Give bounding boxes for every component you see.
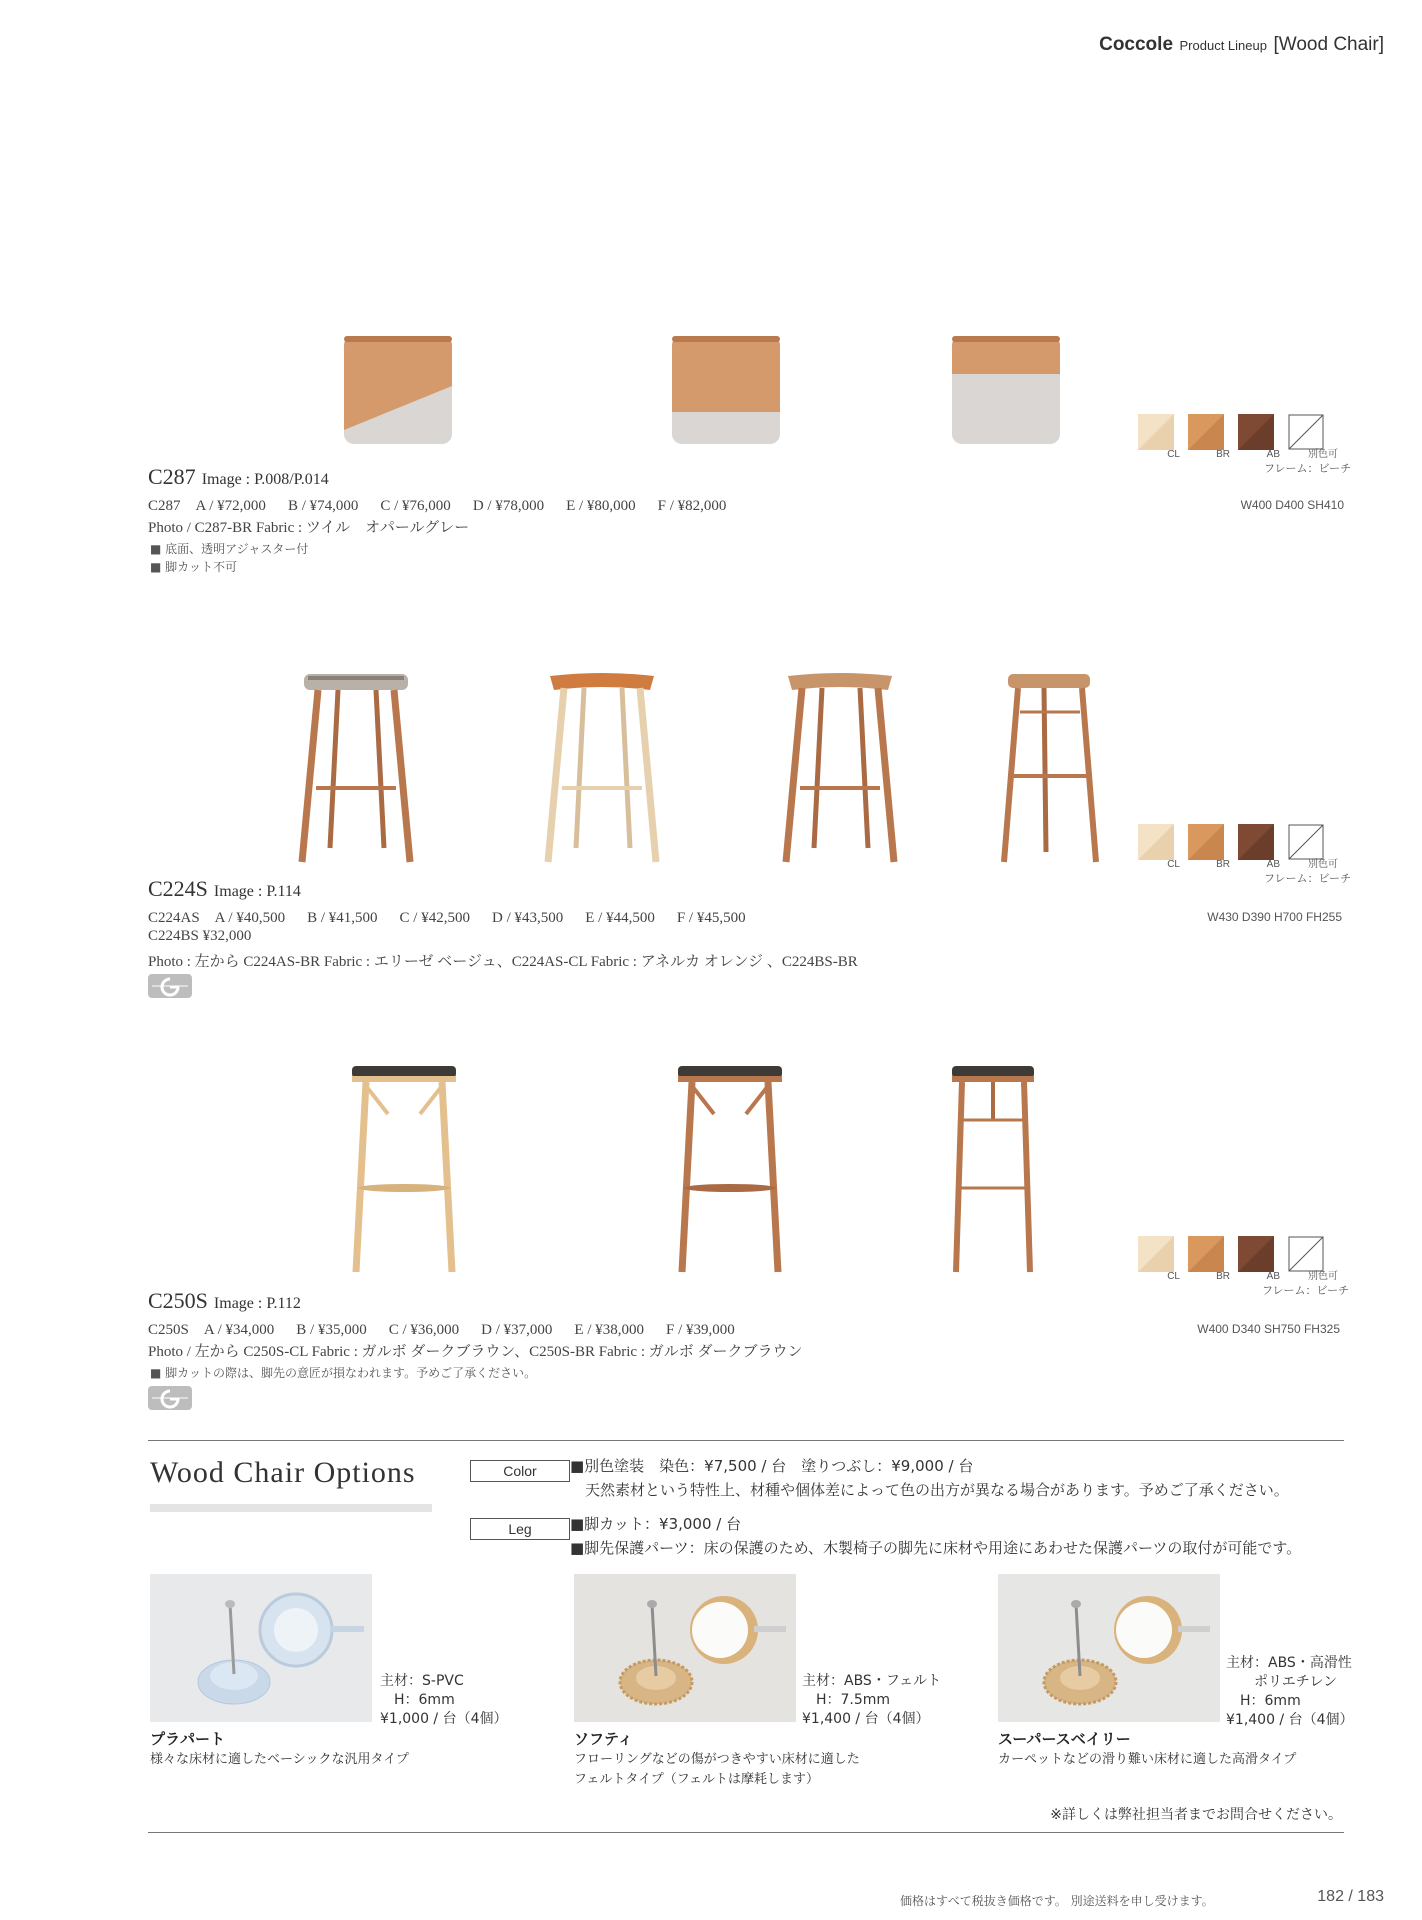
c250s-photo-3 [948, 1060, 1038, 1278]
c250s-swatches [1138, 1236, 1338, 1282]
options-title: Wood Chair Options [150, 1456, 416, 1489]
c250s-photo-note: Photo / 左から C250S-CL Fabric : ガルボ ダークブラウン、C250S-BR Fabric : ガルボ ダークブラウン [148, 1344, 803, 1360]
super-subeily-name: スーパースベイリー [998, 1730, 1131, 1748]
plapart-desc: 様々な床材に適したベーシックな汎用タイプ [150, 1752, 409, 1767]
softy-photo [574, 1574, 796, 1722]
c250s-photo-1 [342, 1060, 466, 1278]
leg-options: ■脚カット：¥3,000 / 台 ■脚先保護パーツ：床の保護のため、木製椅子の脚先に床材や用途にあわせた保護パーツの取付が可能です。 [570, 1515, 1302, 1557]
header-sub: Product Lineup [1179, 38, 1267, 53]
divider-bottom [148, 1832, 1344, 1833]
swatch-br: BR [1188, 414, 1224, 450]
swatch-custom: 別色可 [1288, 414, 1324, 450]
c224s-price-bs: C224BS ¥32,000 [148, 928, 252, 944]
swatch-cl: CL [1138, 414, 1174, 450]
c250s-dims: W400 D340 SH750 FH325 [1197, 1322, 1340, 1336]
c250s-note-1: ■ 脚カットの際は、脚先の意匠が損なわれます。予めご了承ください。 [150, 1364, 536, 1381]
divider-top [148, 1440, 1344, 1441]
page-numbers: 182 / 183 [1317, 1888, 1384, 1905]
c250s-frame-label: フレーム：ビーチ [1262, 1284, 1350, 1297]
c287-photo-1 [340, 330, 460, 452]
c224s-photo-note: Photo : 左から C224AS-BR Fabric : エリーゼ ベージュ、C224AS-CL Fabric : アネルカ オレンジ 、C224BS-BR [148, 954, 858, 970]
c250s-prices: C250S A / ¥34,000 B / ¥35,000 C / ¥36,000 D / ¥37,000 E / ¥38,000 F / ¥39,000 [148, 1322, 735, 1338]
c224s-frame-label: フレーム：ビーチ [1264, 872, 1352, 885]
plapart-photo [150, 1574, 372, 1722]
c224s-prices: C224AS A / ¥40,500 B / ¥41,500 C / ¥42,500 D / ¥43,500 E / ¥44,500 F / ¥45,500 [148, 910, 746, 926]
c287-note-1: ■ 底面、透明アジャスター付 [150, 540, 308, 557]
swatch-custom: 別色可 [1288, 824, 1324, 860]
c287-swatches [1138, 414, 1338, 460]
c287-dims: W400 D400 SH410 [1240, 498, 1344, 512]
softy-name: ソフティ [574, 1730, 633, 1748]
c287-photo-note: Photo / C287-BR Fabric : ツイル オパールグレー [148, 520, 470, 536]
c287-note-2: ■ 脚カット不可 [150, 558, 237, 575]
brand-name: Coccole [1099, 34, 1174, 55]
g-mark-icon [148, 1386, 192, 1410]
softy-desc: フローリングなどの傷がつきやすい床材に適した フェルトタイプ（フェルトは摩耗します） [574, 1752, 860, 1787]
leg-tag: Leg [470, 1518, 570, 1540]
swatch-cl: CL [1138, 824, 1174, 860]
c224s-photo-1 [290, 668, 422, 868]
swatch-br: BR [1188, 1236, 1224, 1272]
contact-note: ※詳しくは弊社担当者までお問合せください。 [1050, 1807, 1342, 1823]
swatch-custom: 別色可 [1288, 1236, 1324, 1272]
color-options: ■別色塗装 染色：¥7,500 / 台 塗りつぶし：¥9,000 / 台 天然素材という特性上、材種や個体差によって色の出方が異なる場合があります。予めご了承ください。 [570, 1457, 1289, 1499]
c224s-title: C224S Image : P.114 [148, 876, 301, 901]
c287-title: C287 Image : P.008/P.014 [148, 464, 329, 489]
swatch-ab: AB [1238, 1236, 1274, 1272]
c224s-photo-3 [774, 668, 906, 868]
c250s-photo-2 [668, 1060, 792, 1278]
c224s-dims: W430 D390 H700 FH255 [1207, 910, 1342, 924]
swatch-cl: CL [1138, 1236, 1174, 1272]
color-tag: Color [470, 1460, 570, 1482]
options-title-bar [150, 1504, 432, 1512]
swatch-ab: AB [1238, 414, 1274, 450]
plapart-spec: 主材：S-PVC H：6mm ¥1,000 / 台（4個） [380, 1673, 508, 1727]
c287-photo-3 [948, 330, 1068, 452]
c224s-photo-4 [994, 668, 1106, 868]
c224s-photo-2 [536, 668, 668, 868]
page-header [1099, 34, 1384, 56]
c287-frame-label: フレーム：ビーチ [1264, 462, 1352, 475]
super-subeily-photo [998, 1574, 1220, 1722]
header-category: [Wood Chair] [1273, 34, 1384, 55]
softy-spec: 主材：ABS・フェルト H：7.5mm ¥1,400 / 台（4個） [802, 1673, 942, 1727]
tax-note: 価格はすべて税抜き価格です。 別途送料を申し受けます。 [900, 1894, 1214, 1908]
c224s-swatches [1138, 824, 1338, 870]
g-mark-icon [148, 974, 192, 998]
swatch-br: BR [1188, 824, 1224, 860]
c250s-title: C250S Image : P.112 [148, 1288, 301, 1313]
c287-photo-2 [668, 330, 788, 452]
c287-prices: C287 A / ¥72,000 B / ¥74,000 C / ¥76,000 D / ¥78,000 E / ¥80,000 F / ¥82,000 [148, 498, 727, 514]
super-subeily-desc: カーペットなどの滑り難い床材に適した高滑タイプ [998, 1752, 1297, 1767]
plapart-name: プラパート [150, 1730, 226, 1748]
super-subeily-spec: 主材：ABS・高滑性 ポリエチレン H：6mm ¥1,400 / 台（4個） [1226, 1655, 1354, 1728]
swatch-ab: AB [1238, 824, 1274, 860]
